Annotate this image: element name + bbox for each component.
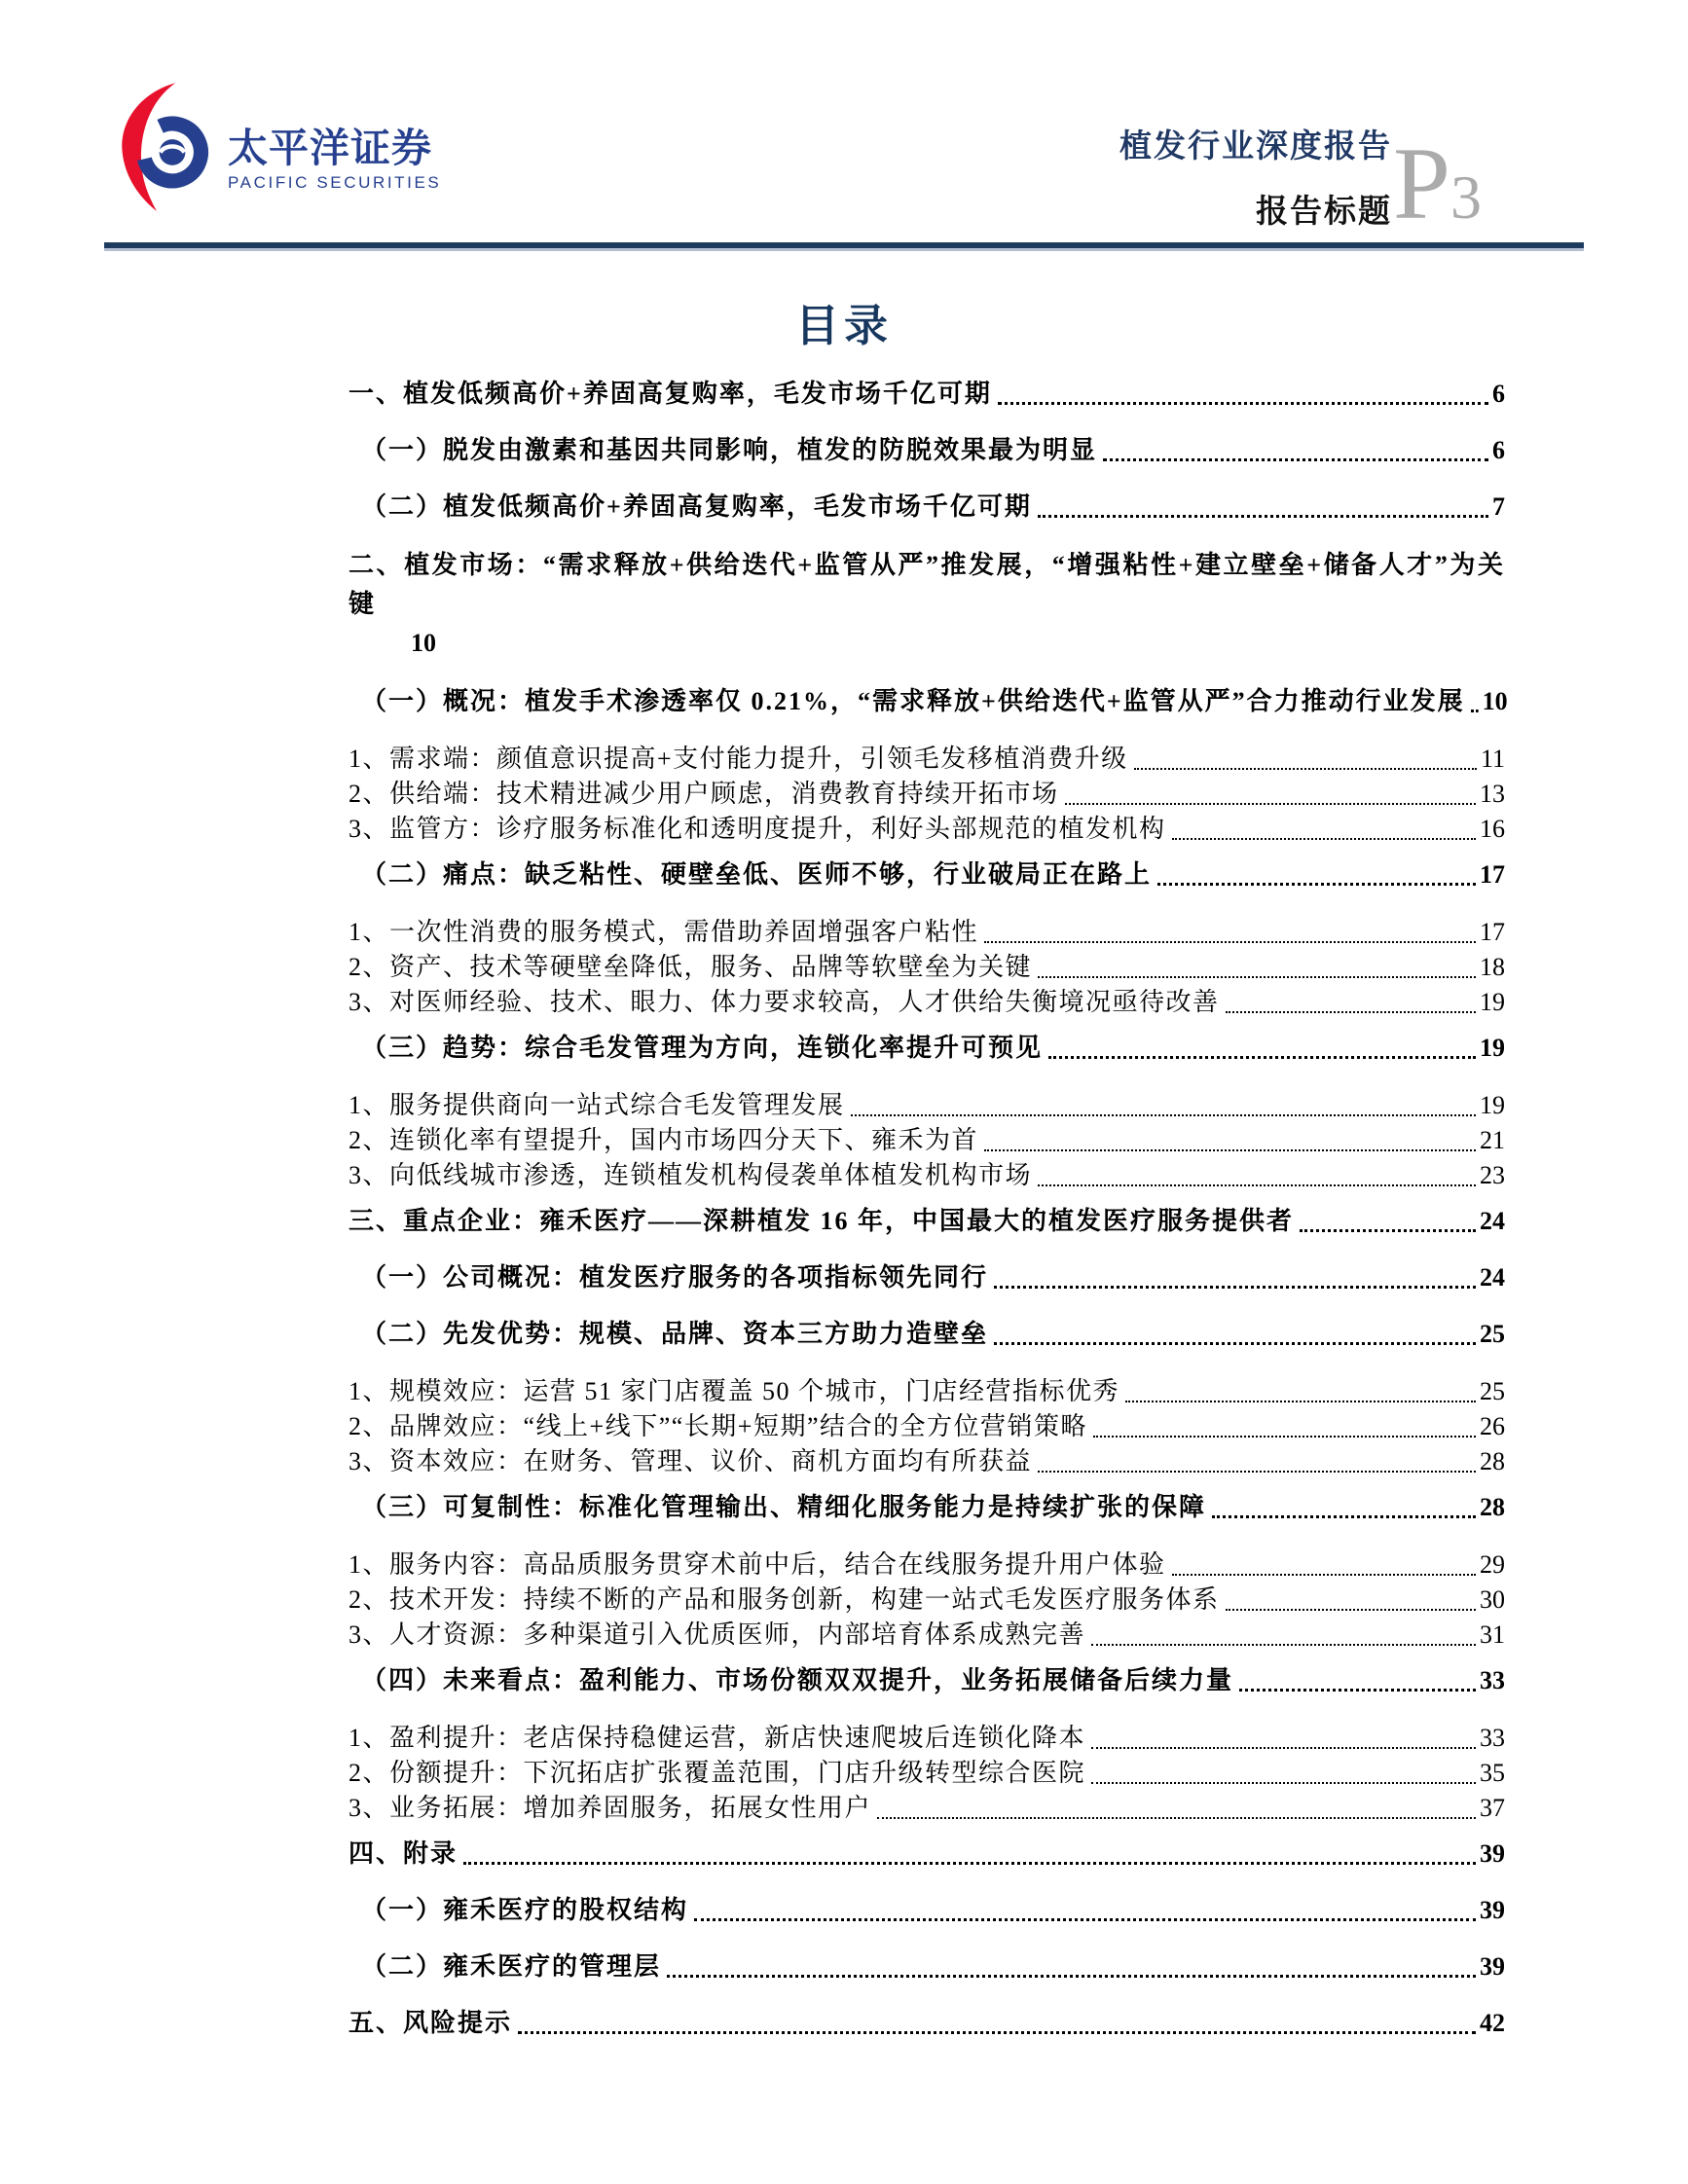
toc-dot-leader [1125,1401,1476,1402]
page-marker-letter: P [1393,127,1450,240]
toc-entry[interactable] [349,479,1505,535]
toc-entry[interactable] [349,847,1505,903]
toc-dot-leader [1091,1644,1476,1646]
toc-entry-page: 23 [1480,1161,1505,1189]
toc-entry[interactable] [349,1939,1505,1995]
toc-dot-leader [1471,710,1479,712]
toc-entry[interactable] [349,1250,1505,1306]
toc-entry-label: 二、植发市场：“需求释放+供给迭代+监管从严”推发展，“增强粘性+建立壁垒+储备人才”为关键 [349,551,1505,618]
toc-title: 目录 [794,302,893,350]
toc-entry-page: 29 [1480,1550,1505,1579]
toc-entry[interactable] [349,1193,1505,1250]
toc-entry-page: 42 [1480,2009,1505,2037]
toc-entry[interactable] [349,1653,1505,1709]
toc-entry[interactable] [349,1791,1505,1826]
toc-entry-page: 11 [1480,745,1505,773]
toc-dot-leader [1157,883,1476,886]
toc-entry-label: 2、份额提升：下沉拓店扩张覆盖范围，门店升级转型综合医院 [349,1759,1086,1787]
toc-entry[interactable] [349,915,1505,950]
toc-dot-leader [1038,1184,1476,1186]
logo-text [228,80,441,216]
toc-entry-label: 2、连锁化率有望提升，国内市场四分天下、雍禾为首 [349,1126,979,1154]
toc-entry-label: 2、品牌效应：“线上+线下”“长期+短期”结合的全方位营销策略 [349,1412,1087,1440]
toc-entry-label: 2、供给端：技术精进减少用户顾虑，消费教育持续开拓市场 [349,780,1059,808]
toc-dot-leader [694,1918,1476,1921]
toc-entry-page: 25 [1480,1377,1505,1405]
toc-entry-page: 19 [1480,1091,1505,1119]
toc-entry[interactable] [349,1123,1505,1158]
toc-dot-leader [1038,1471,1476,1473]
toc-entry-label: （三）可复制性：标准化管理输出、精细化服务能力是持续扩张的保障 [361,1493,1207,1521]
toc-entry-label: 3、业务拓展：增加养固服务，拓展女性用户 [349,1794,872,1822]
toc-dot-leader [463,1862,1476,1865]
toc-entry-label: 一、植发低频高价+养固高复购率，毛发市场千亿可期 [349,380,992,408]
toc-entry-label: 1、需求端：颜值意识提高+支付能力提升，引领毛发移植消费升级 [349,745,1128,773]
logo-company-name: 太平洋证券 [228,126,432,170]
toc-entry-page: 17 [1480,918,1505,946]
toc-entry-page: 13 [1480,780,1505,808]
toc-entry-label: （二）植发低频高价+养固高复购率，毛发市场千亿可期 [361,492,1032,521]
toc-entry-label: 1、一次性消费的服务模式，需借助养固增强客户粘性 [349,918,979,946]
toc-entry[interactable] [349,985,1505,1020]
toc-dot-leader [1226,1609,1476,1611]
toc-entry-label: 3、向低线城市渗透，连锁植发机构侵袭单体植发机构市场 [349,1161,1033,1189]
toc-entry-label: 1、服务内容：高品质服务贯穿术前中后，结合在线服务提升用户体验 [349,1550,1166,1579]
toc-entry-page: 39 [1480,1896,1505,1924]
toc-entry[interactable] [349,366,1505,422]
toc-dot-leader [1103,458,1488,461]
toc-entry-page: 6 [1492,380,1505,408]
toc-entry-label: （一）概况：植发手术渗透率仅 0.21%，“需求释放+供给迭代+监管从严”合力推动行业发展 [361,687,1465,715]
header-divider [104,242,1584,251]
toc-dot-leader [1226,1011,1476,1013]
toc-entry-label: 1、盈利提升：老店保持稳健运营，新店快速爬坡后连锁化降本 [349,1724,1086,1752]
toc-dot-leader [1038,976,1476,978]
toc-dot-leader [998,402,1488,405]
toc-entry-label: （二）痛点：缺乏粘性、硬壁垒低、医师不够，行业破局正在路上 [361,860,1153,889]
toc-entry-page: 24 [1480,1207,1505,1235]
toc-entry-label: 2、资产、技术等硬壁垒降低，服务、品牌等软壁垒为关键 [349,953,1033,981]
toc-dot-leader [1048,1056,1476,1059]
toc-entry-page: 35 [1480,1759,1505,1787]
toc-entry[interactable] [349,1444,1505,1479]
toc-entry-page: 33 [1480,1724,1505,1752]
toc-entry[interactable] [349,1618,1505,1653]
page-marker-number: 3 [1450,163,1482,232]
toc-entry[interactable] [349,1020,1505,1076]
toc-dot-leader [1239,1689,1476,1692]
toc-entry-page: 37 [1480,1794,1505,1822]
toc-entry[interactable] [349,1374,1505,1409]
toc-entry-label: 1、规模效应：运营 51 家门店覆盖 50 个城市，门店经营指标优秀 [349,1377,1120,1405]
logo-company-name-en: PACIFIC SECURITIES [228,173,442,192]
toc-entry-label: 三、重点企业：雍禾医疗——深耕植发 16 年，中国最大的植发医疗服务提供者 [349,1207,1295,1235]
toc-entry-label: （一）脱发由激素和基因共同影响，植发的防脱效果最为明显 [361,436,1098,464]
toc-entry[interactable] [349,1882,1505,1939]
toc-entry-page: 18 [1480,953,1505,981]
toc-entry[interactable] [349,777,1505,812]
toc-entry-label: 四、附录 [349,1839,459,1868]
toc-entry-label: 3、对医师经验、技术、眼力、体力要求较高，人才供给失衡境况亟待改善 [349,988,1220,1016]
toc-dot-leader [1212,1515,1476,1518]
toc-dot-leader [1172,838,1476,840]
toc-entry-page: 26 [1480,1412,1505,1440]
toc-entry-page: 16 [1480,815,1505,843]
pacific-securities-logo-icon [117,80,212,216]
toc-entry[interactable] [349,1409,1505,1444]
toc-entry[interactable] [349,1479,1505,1536]
toc-dot-leader [1091,1747,1476,1749]
toc-entry-page: 17 [1480,860,1505,889]
toc-dot-leader [851,1114,1476,1116]
toc-entry-page: 6 [1492,436,1505,464]
toc-entry-label: 3、监管方：诊疗服务标准化和透明度提升，利好头部规范的植发机构 [349,815,1166,843]
toc-dot-leader [1300,1229,1476,1232]
toc-dot-leader [1038,515,1488,518]
toc-dot-leader [1065,803,1476,805]
toc-entry[interactable] [349,535,1505,673]
toc-entry-page: 24 [1480,1263,1505,1292]
toc-entry-label: 1、服务提供商向一站式综合毛发管理发展 [349,1091,845,1119]
toc-entry-page: 7 [1492,492,1505,521]
page-number-marker [1393,127,1482,240]
toc-entry-page: 31 [1480,1620,1505,1649]
toc-entry[interactable] [349,1826,1505,1882]
toc-entry-label: 2、技术开发：持续不断的产品和服务创新，构建一站式毛发医疗服务体系 [349,1585,1220,1614]
toc-dot-leader [994,1286,1476,1289]
toc-entry[interactable] [349,422,1505,479]
pacific-securities-logo [117,80,441,216]
toc-dot-leader [1093,1436,1476,1438]
report-title-label: 报告标题 [1256,195,1392,230]
toc-entry-page: 19 [1480,988,1505,1016]
toc-entry-page: 25 [1480,1320,1505,1348]
toc-dot-leader [1172,1574,1476,1576]
toc-entry-label: （三）趋势：综合毛发管理为方向，连锁化率提升可预见 [361,1034,1044,1062]
toc-entry[interactable] [349,1995,1505,2052]
toc-dot-leader [984,1149,1476,1151]
toc-entry-label: 3、资本效应：在财务、管理、议价、商机方面均有所获益 [349,1447,1033,1475]
toc-entry[interactable] [349,1547,1505,1583]
toc-entry[interactable] [349,1721,1505,1756]
toc-dot-leader [1091,1782,1476,1784]
toc-entry-page: 10 [411,629,436,657]
toc-entry-page: 28 [1480,1447,1505,1475]
toc-entry-page: 10 [1482,687,1508,715]
toc-entry[interactable] [349,1306,1505,1363]
toc-entry-page: 30 [1480,1585,1505,1614]
toc-dot-leader [1134,768,1477,770]
toc-entry[interactable] [349,950,1505,985]
toc-entry[interactable] [349,1088,1505,1123]
toc-entry-page: 21 [1480,1126,1505,1154]
header-right [1119,121,1392,232]
report-type-label: 植发行业深度报告 [1119,129,1392,164]
toc-entry-page: 28 [1480,1493,1505,1521]
toc-entry-page: 19 [1480,1034,1505,1062]
toc-dot-leader [667,1975,1476,1978]
toc-entry[interactable] [349,812,1505,847]
toc-dot-leader [877,1817,1476,1819]
toc-entry-label: （一）雍禾医疗的股权结构 [361,1896,689,1924]
toc-entry[interactable] [349,742,1505,777]
toc-entry-page: 33 [1480,1666,1505,1694]
toc-entry-page: 39 [1480,1952,1505,1981]
toc-entry[interactable] [349,673,1508,730]
toc-entry-label: 五、风险提示 [349,2009,513,2037]
toc-entry-label: 3、人才资源：多种渠道引入优质医师，内部培育体系成熟完善 [349,1620,1086,1649]
toc-entry-label: （四）未来看点：盈利能力、市场份额双双提升，业务拓展储备后续力量 [361,1666,1234,1694]
toc-list [349,366,1508,2052]
toc-entry-label: （一）公司概况：植发医疗服务的各项指标领先同行 [361,1263,989,1292]
toc-dot-leader [984,941,1476,943]
toc-entry-label: （二）雍禾医疗的管理层 [361,1952,662,1981]
toc-entry[interactable] [349,1583,1505,1618]
toc-dot-leader [994,1342,1476,1345]
toc-dot-leader [518,2031,1476,2034]
toc-entry-page: 39 [1480,1839,1505,1868]
toc-entry-label: （二）先发优势：规模、品牌、资本三方助力造壁垒 [361,1320,989,1348]
toc-entry[interactable] [349,1756,1505,1791]
toc-entry[interactable] [349,1158,1505,1193]
